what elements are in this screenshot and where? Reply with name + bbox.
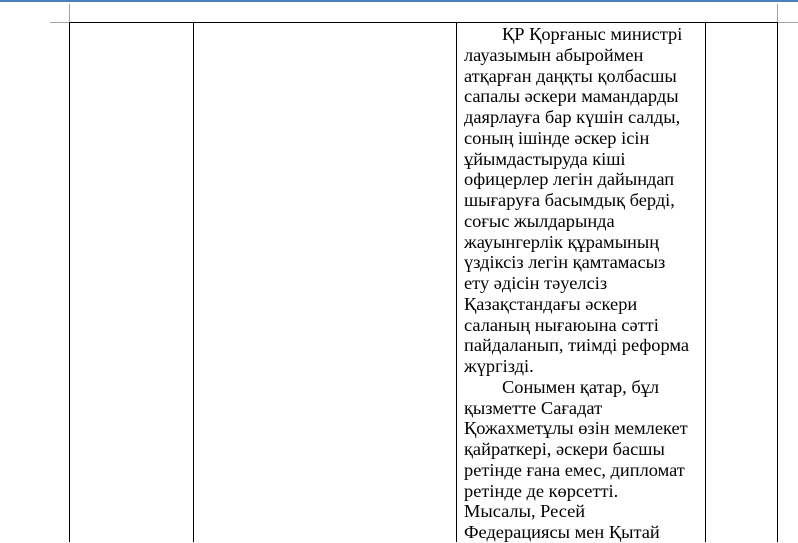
table-col-border-4 <box>705 22 706 542</box>
text-line: Сонымен қатар, бұл <box>502 376 660 397</box>
table-top-border <box>69 22 777 23</box>
table-col-border-2 <box>193 22 194 542</box>
text-line: ұйымдастыруда кіші <box>464 148 626 169</box>
text-line: Федерациясы мен Қытай <box>464 522 660 542</box>
text-line: соның ішінде әскер ісін <box>464 127 650 148</box>
text-line: Қожахметұлы өзін мемлекет <box>464 418 688 439</box>
text-line: жауынгерлік құрамының <box>464 231 660 252</box>
paragraph-1 <box>464 24 704 377</box>
text-line: Мысалы, Ресей <box>464 501 586 522</box>
crop-mark-left-v <box>69 4 70 23</box>
text-line: ету әдісін тәуелсіз <box>464 273 608 293</box>
text-line: ретінде ғана емес, дипломат <box>464 459 685 480</box>
text-line: ҚР Қорғаныс министрі <box>502 24 683 44</box>
crop-mark-right-h <box>778 22 798 23</box>
paragraph-3 <box>464 501 704 543</box>
text-line: сапалы әскери мамандарды <box>464 86 679 107</box>
text-line: атқарған даңқты қолбасшы <box>464 65 677 86</box>
text-line: шығаруға басымдық берді, <box>464 190 675 210</box>
table-col-border-3 <box>456 22 457 542</box>
crop-mark-left-h <box>50 22 69 23</box>
table-col-border-1 <box>69 22 70 542</box>
crop-mark-right-v <box>777 4 778 23</box>
text-line: пайдаланып, тиімді реформа <box>464 335 690 356</box>
text-line: Қазақстандағы әскери <box>464 293 638 314</box>
text-line: қайраткері, әскери басшы <box>464 439 665 459</box>
text-line: ретінде де көрсетті. <box>464 480 619 501</box>
table-cell-text[interactable] <box>464 24 704 543</box>
text-line: жүргізді. <box>464 356 534 376</box>
text-line: лауазымын абыроймен <box>464 44 644 65</box>
text-line: соғыс жылдарында <box>464 210 615 231</box>
text-line: үздіксіз легін қамтамасыз <box>464 252 666 273</box>
text-line: қызметте Сағадат <box>464 397 603 418</box>
table-col-border-5 <box>777 22 778 542</box>
paragraph-2 <box>464 377 704 502</box>
text-line: саланың нығаюына сәтті <box>464 314 659 335</box>
text-line: даярлауға бар күшін салды, <box>464 107 681 127</box>
text-line: офицерлер легін дайындап <box>464 169 675 190</box>
